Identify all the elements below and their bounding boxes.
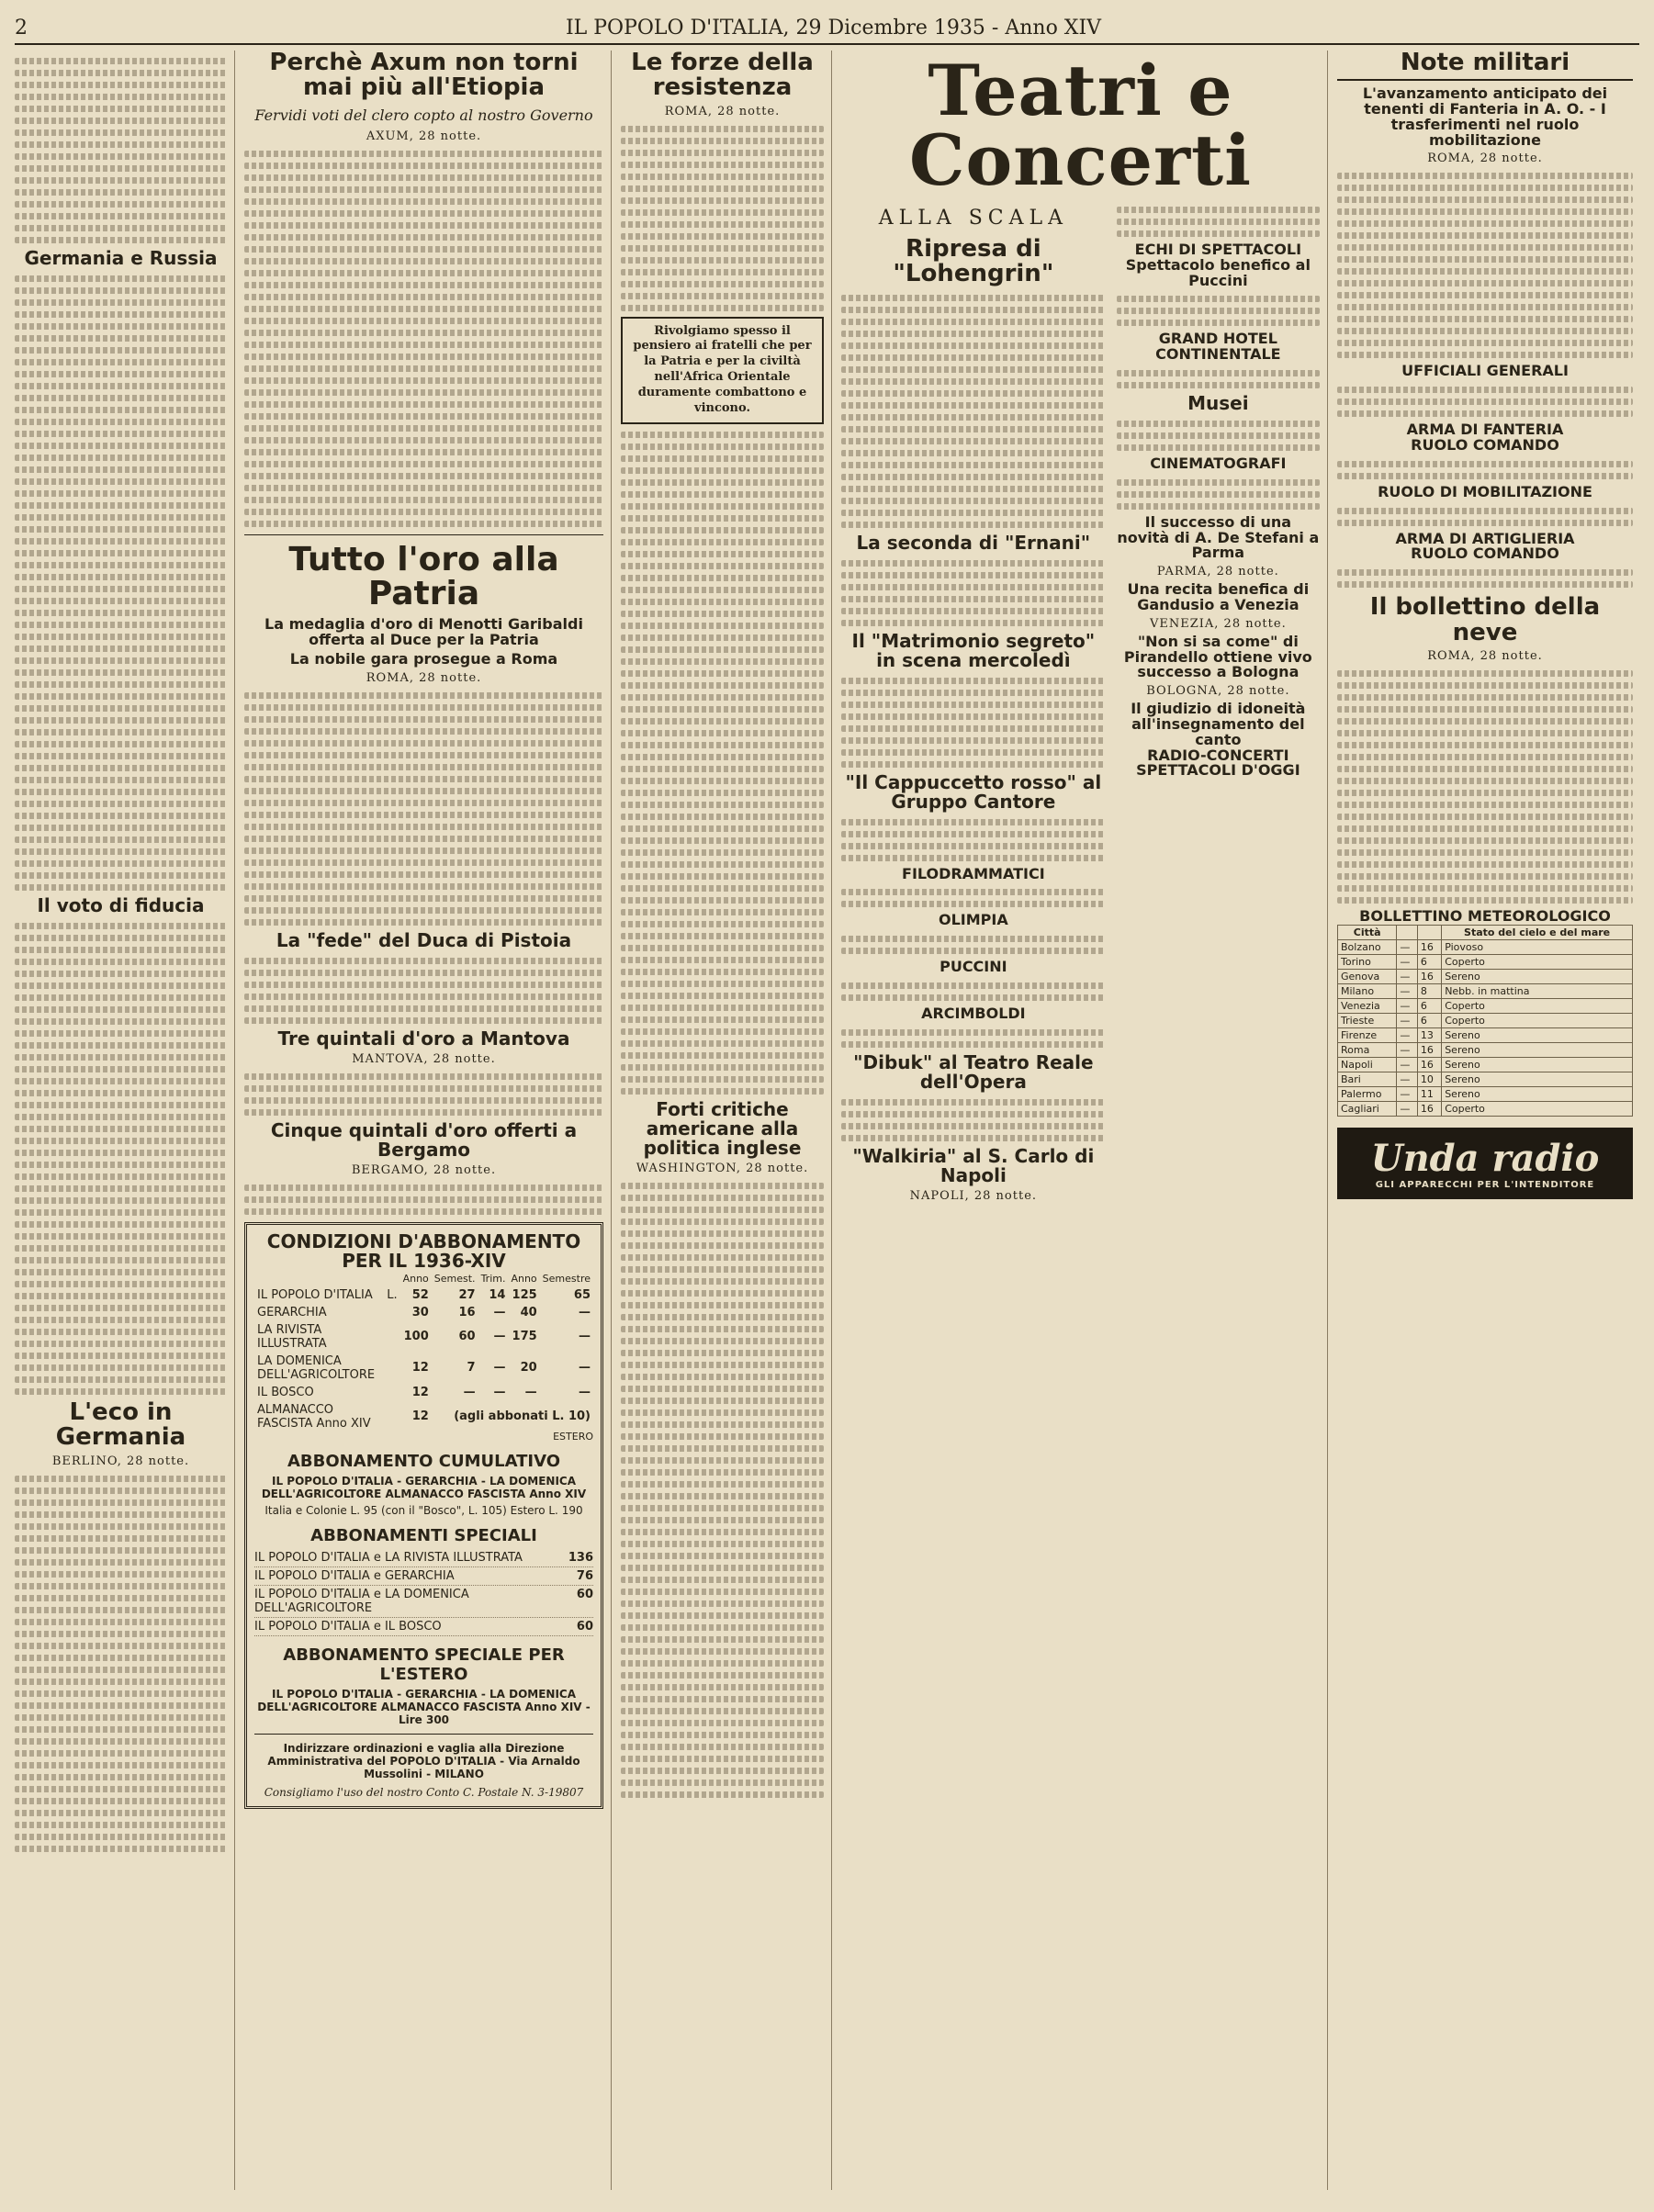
section-title-teatri: Teatri e Concerti — [908, 51, 1253, 201]
article-text — [841, 936, 1106, 954]
headline-critiche-americane: Forti critiche americane alla politica inglese — [643, 1097, 802, 1159]
subhead-arcimboldi: ARCIMBOLDI — [921, 1004, 1026, 1022]
headline-lohengrin: Ripresa di "Lohengrin" — [893, 235, 1054, 288]
scala-column — [841, 199, 1106, 1207]
headline-oro-patria: Tutto l'oro alla Patria — [288, 540, 559, 613]
subhead-arma-artiglieria: ARMA DI ARTIGLIERIA — [1395, 529, 1575, 547]
subhead-dibuk: "Dibuk" al Teatro Reale dell'Opera — [853, 1050, 1094, 1093]
table-row: Roma — 16 Sereno — [1338, 1042, 1633, 1057]
table-row: IL POPOLO D'ITALIA L. 52 27 14 125 65 — [257, 1287, 591, 1302]
article-text — [841, 1099, 1106, 1141]
article-text — [621, 126, 824, 311]
unda-radio-logo: Unda radio GLI APPARECCHI PER L'INTENDITORE — [1337, 1128, 1633, 1199]
subhead-echi: ECHI DI SPETTACOLI — [1134, 241, 1302, 258]
subhead-arma-fanteria: ARMA DI FANTERIA — [1406, 421, 1564, 439]
section-title-note-militari: Note militari — [1337, 51, 1633, 81]
subhead-garibaldi: La medaglia d'oro di Menotti Garibaldi offerta al Duce per la Patria — [264, 615, 583, 648]
subhead-filodrammatici: FILODRAMMATICI — [902, 864, 1045, 882]
listings-column — [1117, 199, 1320, 1207]
table-row: Trieste — 6 Coperto — [1338, 1013, 1633, 1027]
article-text — [244, 1073, 603, 1116]
dateline: ROMA, 28 notte. — [664, 104, 781, 118]
subhead-mantova: Tre quintali d'oro a Mantova — [277, 1027, 570, 1050]
dateline: AXUM, 28 notte. — [366, 129, 482, 143]
dateline: PARMA, 28 notte. — [1156, 565, 1279, 579]
boxed-note: Rivolgiamo spesso il pensiero ai fratelli che per la Patria e per la civiltà nell'Africa Orientale duramente combattono e vincono. — [621, 317, 824, 424]
table-row: Bolzano — 16 Piovoso — [1338, 939, 1633, 954]
subhead-grand-hotel: GRAND HOTEL CONTINENTALE — [1155, 330, 1281, 364]
table-row: Palermo — 11 Sereno — [1338, 1086, 1633, 1101]
estero-title: ABBONAMENTO SPECIALE PER L'ESTERO — [283, 1645, 565, 1684]
subscription-table — [254, 1271, 593, 1432]
subscription-box — [244, 1222, 603, 1809]
subhead-nuova-parma: Il successo di una novità di A. De Stefani a Parma — [1117, 512, 1320, 562]
headline-forze-resistenza: Le forze della resistenza — [631, 51, 814, 102]
article-text — [621, 1183, 824, 1798]
table-row: ALMANACCO FASCISTA Anno XIV 12 (agli abbonati L. 10) — [257, 1402, 591, 1431]
article-text — [1337, 387, 1633, 417]
article-text — [841, 982, 1106, 1001]
subhead-giudizio-idoneita: Il giudizio di idoneità all'insegnamento del canto — [1131, 700, 1306, 748]
article-text — [1337, 508, 1633, 526]
col-trim: Trim. — [480, 1272, 506, 1285]
speciali-list — [254, 1549, 593, 1636]
subhead-musei: Musei — [1187, 391, 1249, 414]
dateline: NAPOLI, 28 notte. — [909, 1188, 1038, 1203]
table-row: Torino — 6 Coperto — [1338, 954, 1633, 969]
dateline: ROMA, 28 notte. — [366, 670, 482, 685]
dateline: ROMA, 28 notte. — [1427, 152, 1543, 166]
headline-avanzamento: L'avanzamento anticipato dei tenenti di Fanteria in A. O. - I trasferimenti nel ruolo mobilitazione — [1362, 84, 1608, 149]
subhead-walkiria: "Walkiria" al S. Carlo di Napoli — [852, 1144, 1095, 1186]
list-item: IL POPOLO D'ITALIA e IL BOSCO 60 — [254, 1618, 593, 1636]
col-anno: Anno — [402, 1272, 429, 1285]
article-text — [841, 1029, 1106, 1048]
column-2 — [244, 51, 612, 2190]
page-header — [15, 17, 1639, 45]
article-text — [1117, 370, 1320, 388]
article-text — [1337, 461, 1633, 479]
subhead-spettacoli-oggi: SPETTACOLI D'OGGI — [1136, 761, 1300, 780]
list-item: IL POPOLO D'ITALIA e GERARCHIA 76 — [254, 1567, 593, 1586]
subhead-clero-copto: Fervidi voti del clero copto al nostro Governo — [254, 106, 593, 124]
address: Indirizzare ordinazioni e vaglia alla Direzione Amministrativa del POPOLO D'ITALIA - Via Arnaldo Mussolini - MILANO — [267, 1741, 580, 1780]
article-text — [1117, 296, 1320, 326]
postal-account: Consigliamo l'uso del nostro Conto C. Postale N. 3-19807 — [264, 1785, 584, 1799]
article-text — [244, 1185, 603, 1215]
dateline: MANTOVA, 28 notte. — [352, 1051, 496, 1066]
article-text — [1337, 569, 1633, 588]
col-estero-sem: Semestre — [542, 1272, 591, 1285]
article-text — [15, 1476, 227, 1852]
subhead-radio-concerti: RADIO-CONCERTI — [1147, 746, 1289, 764]
article-text — [15, 275, 227, 891]
subhead-pirandello: "Non si sa come" di Pirandello ottiene vivo successo a Bologna — [1123, 632, 1312, 681]
column-4 — [841, 51, 1328, 2190]
article-text — [244, 958, 603, 1024]
col-estero-anno: Anno — [511, 1272, 537, 1285]
subhead-ufficiali-generali: UFFICIALI GENERALI — [1401, 362, 1569, 380]
subhead-matrimonio: Il "Matrimonio segreto" in scena mercoledì — [851, 629, 1096, 671]
headline-voto-fiducia: Il voto di fiducia — [37, 894, 205, 916]
table-row: Firenze — 13 Sereno — [1338, 1027, 1633, 1042]
subhead-recita-benefica: Una recita benefica di Gandusio a Venezia — [1127, 580, 1310, 613]
subhead-bergamo: Cinque quintali d'oro offerti a Bergamo — [270, 1118, 578, 1161]
column-3 — [621, 51, 832, 2190]
subhead-ernani: La seconda di "Ernani" — [856, 531, 1091, 554]
cumulativo-price: Italia e Colonie L. 95 (con il "Bosco", L. 105) Estero L. 190 — [264, 1503, 583, 1517]
subhead-cinematografi: CINEMATOGRAFI — [1150, 454, 1287, 472]
article-text — [841, 819, 1106, 861]
list-item: IL POPOLO D'ITALIA e LA DOMENICA DELL'AGRICOLTORE 60 — [254, 1586, 593, 1618]
article-text — [1117, 479, 1320, 510]
article-text — [244, 692, 603, 926]
dateline: BOLOGNA, 28 notte. — [1146, 684, 1290, 699]
table-row: LA DOMENICA DELL'AGRICOLTORE 12 7 — 20 — — [257, 1353, 591, 1382]
headline-eco-germania: L'eco in Germania — [55, 1398, 186, 1452]
article-text — [244, 151, 603, 527]
subhead-spettacolo-benefico: Spettacolo benefico al Puccini — [1125, 255, 1311, 289]
article-text — [621, 432, 824, 1095]
article-text — [1337, 670, 1633, 904]
article-text — [15, 923, 227, 1395]
cumulativo-text: IL POPOLO D'ITALIA - GERARCHIA - LA DOMENICA DELL'AGRICOLTORE ALMANACCO FASCISTA Anno XIV — [261, 1474, 587, 1500]
col-semest: Semest. — [433, 1272, 476, 1285]
table-row: Genova — 16 Sereno — [1338, 969, 1633, 983]
subhead-nobile-gara: La nobile gara prosegue a Roma — [289, 649, 558, 668]
headline-axum: Perchè Axum non torni mai più all'Etiopia — [269, 51, 579, 102]
subhead-cappuccetto: "Il Cappuccetto rosso" al Gruppo Cantore — [845, 770, 1102, 813]
headline-bollettino-neve: Il bollettino della neve — [1369, 593, 1601, 646]
speciali-title: ABBONAMENTI SPECIALI — [310, 1525, 537, 1545]
masthead: IL POPOLO D'ITALIA, 29 Dicembre 1935 - Anno XIV — [565, 17, 1102, 39]
dateline: VENEZIA, 28 notte. — [1149, 616, 1287, 631]
article-text — [1337, 173, 1633, 358]
subhead-ruolo-comando-2: RUOLO COMANDO — [1411, 545, 1559, 563]
article-text — [15, 58, 227, 243]
dateline: BERLINO, 28 notte. — [51, 1454, 190, 1468]
estero-text: IL POPOLO D'ITALIA - GERARCHIA - LA DOMENICA DELL'AGRICOLTORE ALMANACCO FASCISTA Anno XIV - Lire 300 — [257, 1687, 591, 1726]
weather-table: Città Stato del cielo e del mare Bolzano — 16 Piovoso Torino — 6 Coperto Genova — 16 Sereno Milano — 8 Nebb. in mattina Venezia — 6 Coperto Trieste — 6 Coperto Firenze — 13 Sereno Roma — 16 Sereno Napoli — 16 Sereno Bari — 10 Sereno Palermo — 11 Sereno Cagliari — 16 Coperto — [1337, 925, 1633, 1117]
column-1 — [15, 51, 235, 2190]
subhead-duca-pistoia: La "fede" del Duca di Pistoia — [276, 928, 572, 951]
subscription-title: CONDIZIONI D'ABBONAMENTO PER IL 1936-XIV — [266, 1230, 581, 1272]
page-number: 2 — [15, 17, 28, 39]
table-row: LA RIVISTA ILLUSTRATA 100 60 — 175 — — [257, 1322, 591, 1351]
subhead-puccini: PUCCINI — [940, 958, 1007, 976]
cumulativo-title: ABBONAMENTO CUMULATIVO — [287, 1451, 561, 1471]
table-row: GERARCHIA 30 16 — 40 — — [257, 1305, 591, 1319]
table-row: Napoli — 16 Sereno — [1338, 1057, 1633, 1072]
headline-germania-russia: Germania e Russia — [24, 247, 218, 269]
table-row: Milano — 8 Nebb. in mattina — [1338, 983, 1633, 998]
subhead-ruolo-mobilitazione: RUOLO DI MOBILITAZIONE — [1378, 482, 1592, 500]
article-text — [841, 889, 1106, 907]
estero-label: ESTERO — [553, 1430, 593, 1443]
article-text — [841, 295, 1106, 528]
alla-scala: ALLA SCALA — [878, 207, 1068, 230]
table-row: Venezia — 6 Coperto — [1338, 998, 1633, 1013]
article-text — [841, 560, 1106, 626]
table-row: Bari — 10 Sereno — [1338, 1072, 1633, 1086]
article-text — [1117, 421, 1320, 451]
list-item: IL POPOLO D'ITALIA e LA RIVISTA ILLUSTRATA 136 — [254, 1549, 593, 1567]
article-text — [1117, 207, 1320, 237]
dateline: ROMA, 28 notte. — [1427, 648, 1543, 663]
dateline: BERGAMO, 28 notte. — [351, 1162, 497, 1177]
column-5 — [1337, 51, 1640, 2190]
table-row: IL BOSCO 12 — — — — — [257, 1385, 591, 1399]
dateline: WASHINGTON, 28 notte. — [636, 1161, 809, 1175]
subhead-ruolo-comando: RUOLO COMANDO — [1411, 436, 1559, 455]
table-row: Cagliari — 16 Coperto — [1338, 1101, 1633, 1116]
subhead-olimpia: OLIMPIA — [938, 911, 1008, 929]
article-text — [841, 678, 1106, 768]
weather-title: BOLLETTINO METEOROLOGICO — [1359, 906, 1611, 925]
